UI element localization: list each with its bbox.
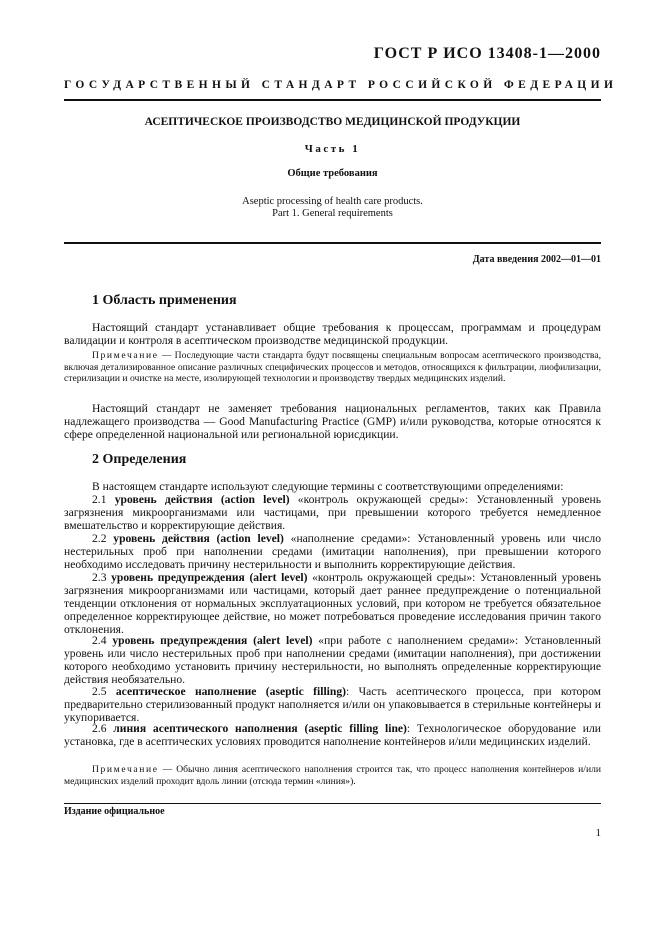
document-title: АСЕПТИЧЕСКОЕ ПРОИЗВОДСТВО МЕДИЦИНСКОЙ ПРОДУКЦИИ (144, 116, 521, 128)
definition-2-1 (64, 493, 601, 532)
section2-intro: В настоящем стандарте используют следующие термины с соответствующими определениями: (92, 480, 564, 493)
definition-text: : Часть асептического процесса, при котором предварительно стерилизованный продукт наполняется и/или он упаковывается в стерильные контейнеры и укупоривается. (64, 685, 602, 724)
definition-2-6 (64, 722, 601, 748)
definition-text: «контроль окружающей среды»: Установленный уровень загрязнения микроорганизмами или частицами, при превышении которого требуется немедленное вмешательство и корректирующие действия. (64, 493, 602, 532)
agency-title: ГОСУДАРСТВЕННЫЙ СТАНДАРТ РОССИЙСКОЙ ФЕДЕРАЦИИ (64, 79, 618, 91)
definition-term: уровень действия (action level) (113, 532, 284, 545)
section1-paragraph2: Настоящий стандарт не заменяет требования национальных регламентов, таких как Правила надлежащего производства — Good Manufacturing Practice (GMP) и/или руководства, которые относятся к сфере определенной национальной или региональной юрисдикции. (64, 402, 601, 441)
header-rule (64, 242, 601, 244)
definition-2-2 (64, 532, 601, 571)
note-text: — Обычно линия асептического наполнения строится так, что процесс наполнения контейнеров и/или медицинских изделий проходит вдоль линии (отсюда термин «линия»). (64, 764, 601, 787)
section1-paragraph1: Настоящий стандарт устанавливает общие требования к процессам, программам и процедурам валидации и контроля в асептическом производстве медицинской продукции. (64, 321, 601, 347)
definition-term: уровень предупреждения (alert level) (112, 634, 313, 647)
definition-number: 2.4 (92, 634, 113, 647)
definition-term: линия асептического наполнения (aseptic filling line) (113, 722, 407, 735)
footer-rule (64, 803, 601, 804)
document-subtitle: Общие требования (287, 168, 378, 179)
standard-number: ГОСТ Р ИСО 13408-1—2000 (373, 45, 601, 62)
definition-term: асептическое наполнение (aseptic filling) (115, 685, 346, 698)
note-label: Примечание (92, 350, 159, 361)
definition-text: «контроль окружающей среды»: Установленный уровень загрязнения микроорганизмами или частицами, который дает раннее предупреждение о потенциальной тенденции отклонения от нормальных эксплуатационных условий, при котором не требуется обязательное определенное корректирующее действие, но может потребоваться проведение исследования причин такого отклонения. (64, 571, 602, 636)
definition-number: 2.3 (92, 571, 112, 584)
english-title (64, 196, 601, 220)
section1-note (64, 350, 601, 385)
note-text: — Последующие части стандарта будут посвящены специальным вопросам асептического производства, включая детализированное описание различных специфических процессов и методов, относящихся к фильтрации, лиофилизации, стерилизации и очистке на месте, изолирующей технологии и производству твердых медицинских изделий. (64, 350, 601, 384)
official-edition-label: Издание официальное (64, 806, 165, 817)
definition-text: «наполнение средами»: Установленный уровень или число нестерильных проб при наполнении средами (имитации наполнения), при превышении которого необходимо исследовать причину нестерильности и выполнить корректирующие действия. (64, 532, 602, 571)
definition-term: уровень предупреждения (alert level) (111, 571, 308, 584)
definition-text: : Технологическое оборудование или установка, где в асептических условиях проводится наполнение контейнеров и/или медицинских изделий. (64, 722, 601, 748)
definition-number: 2.6 (92, 722, 114, 735)
definition-2-3 (64, 571, 601, 636)
introduction-date: Дата введения 2002—01—01 (472, 254, 601, 265)
note-label: Примечание (92, 764, 159, 775)
definition-2-4 (64, 634, 601, 686)
definition-number: 2.1 (92, 493, 115, 506)
page-number: 1 (595, 827, 601, 839)
section2-note (64, 764, 601, 787)
top-rule (64, 99, 601, 101)
definition-2-5 (64, 685, 601, 724)
english-title-line1: Aseptic processing of health care products. (242, 196, 423, 207)
english-title-line2: Part 1. General requirements (272, 208, 393, 219)
definition-number: 2.2 (92, 532, 114, 545)
section1-heading: 1 Область применения (92, 293, 237, 308)
definition-text: «при работе с наполнением средами»: Установленный уровень или число нестерильных проб при наполнении средами (имитации наполнения), при достижении которого необходимо установить причину нестерильности, но выполнять определенные корректирующие действия необязательно. (64, 634, 602, 686)
definition-number: 2.5 (92, 685, 116, 698)
part-label: Часть 1 (304, 143, 361, 155)
section2-heading: 2 Определения (92, 452, 187, 467)
definition-term: уровень действия (action level) (114, 493, 290, 506)
